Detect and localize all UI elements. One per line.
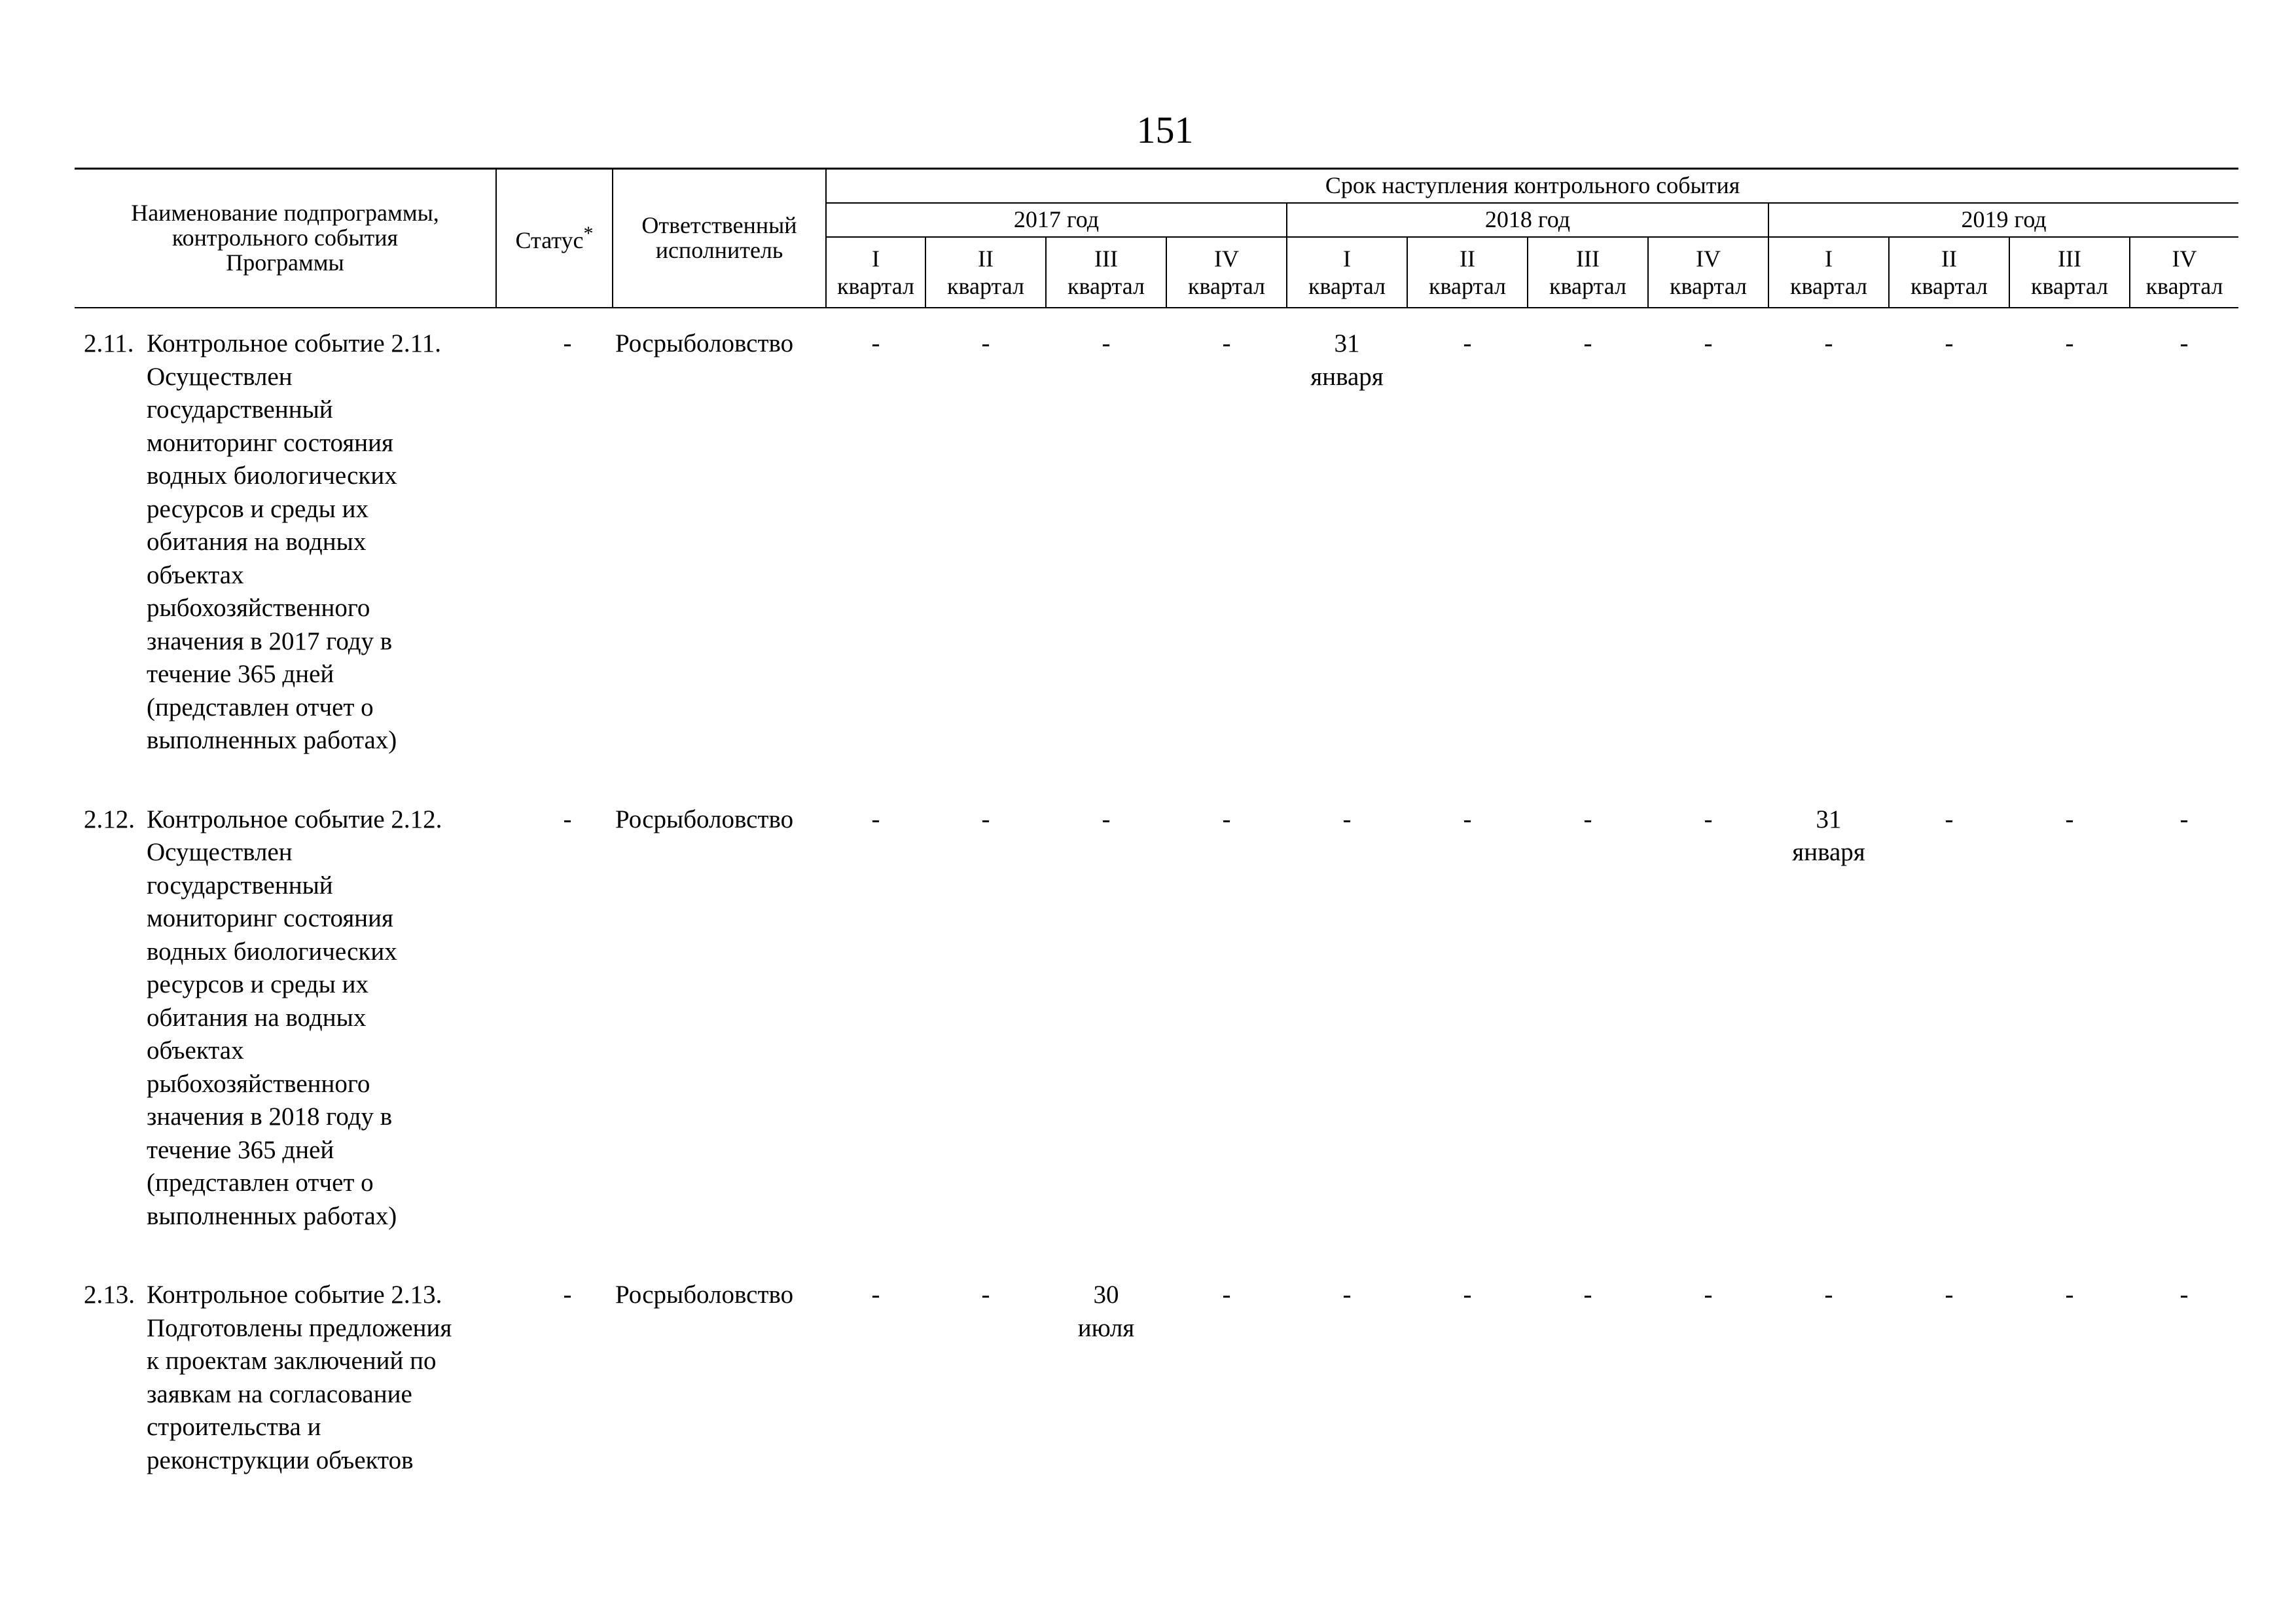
row-name-line: значения в 2018 году в [147, 1103, 393, 1131]
table-row [75, 327, 2238, 803]
quarter-numeral: III [1576, 245, 1600, 272]
header-name-cell [75, 169, 496, 308]
quarter-value: - [1342, 805, 1352, 833]
header-quarter [2130, 237, 2238, 308]
quarter-cell [925, 1279, 1046, 1523]
header-name-line: контрольного события [171, 224, 399, 251]
quarter-cell [2130, 803, 2238, 1279]
quarter-value: - [1824, 329, 1833, 357]
quarter-numeral: II [978, 245, 994, 272]
quarter-cell [1648, 803, 1768, 1279]
header-status-cell [496, 169, 613, 308]
row-name-line: объектах [147, 1036, 244, 1065]
row-name-line: рыбохозяйственного [147, 1069, 370, 1098]
quarter-numeral: II [1941, 245, 1957, 272]
quarter-value: - [1222, 1281, 1231, 1309]
quarter-cell [1287, 327, 1407, 803]
header-quarter [1287, 237, 1407, 308]
quarter-cell [1046, 1279, 1166, 1523]
quarter-cell [1889, 803, 2009, 1279]
quarter-value: - [981, 805, 990, 833]
quarter-numeral: I [872, 245, 880, 272]
row-name-line: обитания на водных [147, 528, 367, 556]
header-year-2018: 2018 год [1287, 203, 1768, 237]
row-name-line: заявкам на согласование [147, 1379, 412, 1408]
header-quarter [1046, 237, 1166, 308]
quarter-numeral: I [1825, 245, 1833, 272]
quarter-value: - [1945, 805, 1954, 833]
quarter-cell [1046, 803, 1166, 1279]
quarter-numeral: II [1460, 245, 1475, 272]
row-name-line: объектах [147, 560, 244, 589]
row-name-line: водных биологических [147, 937, 397, 966]
quarter-cell [1046, 327, 1166, 803]
row-name-line: строительства и [147, 1413, 321, 1441]
quarter-word: квартал [1429, 272, 1506, 299]
quarter-numeral: IV [1696, 245, 1721, 272]
quarter-value: января [1792, 838, 1865, 866]
quarter-value: - [2179, 1281, 2189, 1309]
quarter-cell [1528, 1279, 1648, 1523]
quarter-value: - [871, 805, 880, 833]
quarter-value: - [2179, 805, 2189, 833]
quarter-value: - [1945, 329, 1954, 357]
quarter-value: - [1102, 805, 1111, 833]
quarter-cell [1889, 1279, 2009, 1523]
quarter-word: квартал [1308, 272, 1386, 299]
quarter-value: - [1102, 329, 1111, 357]
row-name-line: Контрольное событие 2.12. [147, 805, 442, 833]
quarter-value: - [2065, 805, 2074, 833]
row-name-line: ресурсов и среды их [147, 494, 368, 523]
quarter-value: - [1583, 1281, 1592, 1309]
row-name-line: водных биологических [147, 462, 397, 490]
header-quarter [1889, 237, 2009, 308]
quarter-cell [1166, 1279, 1287, 1523]
quarter-word: квартал [1067, 272, 1145, 299]
row-name-line: значения в 2017 году в [147, 627, 393, 655]
row-name-line: мониторинг состояния [147, 904, 393, 932]
row-number: 2.11. [84, 329, 134, 357]
row-name [147, 327, 496, 803]
table-row [75, 803, 2238, 1279]
header-table [75, 168, 2238, 308]
quarter-word: квартал [1910, 272, 1988, 299]
header-quarter [826, 237, 925, 308]
header-quarter [925, 237, 1046, 308]
quarter-value: - [1583, 805, 1592, 833]
row-name-line: обитания на водных [147, 1003, 367, 1032]
quarter-cell [1528, 327, 1648, 803]
quarter-value: - [871, 329, 880, 357]
header-quarter [1407, 237, 1528, 308]
header-year-2019: 2019 год [1768, 203, 2238, 237]
quarter-cell [925, 327, 1046, 803]
quarter-value: 30 [1093, 1281, 1119, 1309]
table-row [75, 1279, 2238, 1523]
row-executor: Росрыболовство [615, 1281, 794, 1309]
quarter-value: - [1342, 1281, 1352, 1309]
header-year-2017: 2017 год [826, 203, 1287, 237]
row-status: - [563, 329, 572, 357]
quarter-cell [1407, 327, 1528, 803]
header-executor-cell [613, 169, 826, 308]
quarter-cell [1528, 803, 1648, 1279]
row-name-line: Подготовлены предложения [147, 1313, 452, 1342]
quarter-value: июля [1077, 1313, 1135, 1342]
events-table [75, 327, 2238, 1523]
quarter-cell [1407, 803, 1528, 1279]
row-name-line: мониторинг состояния [147, 428, 393, 457]
quarter-cell [1166, 803, 1287, 1279]
header-deadline-group: Срок наступления контрольного события [826, 169, 2238, 203]
row-name-line: течение 365 дней [147, 1135, 334, 1164]
quarter-numeral: IV [2172, 245, 2197, 272]
row-executor: Росрыболовство [615, 805, 794, 833]
quarter-numeral: IV [1214, 245, 1239, 272]
quarter-value: - [1583, 329, 1592, 357]
quarter-cell [2009, 327, 2130, 803]
quarter-value: - [981, 1281, 990, 1309]
header-name-line: Наименование подпрограммы, [131, 200, 439, 227]
quarter-cell [1889, 327, 2009, 803]
quarter-word: квартал [1670, 272, 1747, 299]
row-name-line: (представлен отчет о [147, 693, 374, 721]
row-name-line: государственный [147, 871, 333, 900]
quarter-cell [2130, 1279, 2238, 1523]
quarter-value: - [1704, 805, 1713, 833]
quarter-word: квартал [2145, 272, 2223, 299]
quarter-value: - [1463, 1281, 1472, 1309]
quarter-word: квартал [1790, 272, 1867, 299]
quarter-value: - [981, 329, 990, 357]
row-name-line: Контрольное событие 2.11. [147, 329, 441, 357]
quarter-cell [1648, 327, 1768, 803]
row-name-line: выполненных работах) [147, 1201, 397, 1230]
header-quarter [1768, 237, 1889, 308]
row-name-line: к проектам заключений по [147, 1347, 437, 1375]
quarter-cell [1166, 327, 1287, 803]
quarter-numeral: III [2058, 245, 2081, 272]
page-number: 151 [1136, 109, 1194, 151]
quarter-word: квартал [837, 272, 914, 299]
header-quarter [1528, 237, 1648, 308]
quarter-word: квартал [2031, 272, 2108, 299]
quarter-value: - [1222, 805, 1231, 833]
quarter-cell [826, 327, 925, 803]
header-executor-line: Ответственный [641, 211, 797, 238]
row-status: - [563, 805, 572, 833]
quarter-value: - [2179, 329, 2189, 357]
row-name-line: Осуществлен [147, 838, 293, 866]
row-name-line: рыбохозяйственного [147, 594, 370, 622]
header-name-line: Программы [226, 249, 344, 276]
row-name-line: ресурсов и среды их [147, 970, 368, 998]
row-name-line: (представлен отчет о [147, 1169, 374, 1197]
quarter-value: - [1463, 329, 1472, 357]
quarter-numeral: I [1343, 245, 1351, 272]
header-quarter [2009, 237, 2130, 308]
quarter-value: - [1945, 1281, 1954, 1309]
quarter-cell [826, 1279, 925, 1523]
quarter-word: квартал [1549, 272, 1626, 299]
quarter-word: квартал [1188, 272, 1265, 299]
quarter-value: - [1463, 805, 1472, 833]
row-number: 2.12. [84, 805, 135, 833]
header-quarter [1648, 237, 1768, 308]
quarter-value: - [871, 1281, 880, 1309]
quarter-value: 31 [1816, 805, 1842, 833]
quarter-numeral: III [1094, 245, 1118, 272]
quarter-value: 31 [1334, 329, 1360, 357]
quarter-cell [925, 803, 1046, 1279]
header-status-mark: * [583, 222, 594, 244]
quarter-cell [826, 803, 925, 1279]
quarter-cell [2009, 803, 2130, 1279]
quarter-value: - [1222, 329, 1231, 357]
row-number: 2.13. [84, 1281, 135, 1309]
quarter-cell [2009, 1279, 2130, 1523]
row-status: - [563, 1281, 572, 1309]
row-name [147, 1279, 496, 1523]
row-name-line: выполненных работах) [147, 726, 397, 754]
row-name-line: государственный [147, 395, 333, 424]
quarter-cell [1287, 1279, 1407, 1523]
quarter-cell [1287, 803, 1407, 1279]
quarter-value: - [2065, 329, 2074, 357]
quarter-value: января [1310, 362, 1384, 391]
quarter-value: - [2065, 1281, 2074, 1309]
quarter-value: - [1824, 1281, 1833, 1309]
quarter-cell [2130, 327, 2238, 803]
quarter-cell [1768, 1279, 1889, 1523]
header-executor-line: исполнитель [655, 236, 783, 263]
row-name [147, 803, 496, 1279]
quarter-value: - [1704, 1281, 1713, 1309]
row-name-line: реконструкции объектов [147, 1446, 414, 1474]
quarter-cell [1407, 1279, 1528, 1523]
header-quarter [1166, 237, 1287, 308]
row-name-line: Контрольное событие 2.13. [147, 1281, 442, 1309]
quarter-word: квартал [947, 272, 1024, 299]
quarter-value: - [1704, 329, 1713, 357]
row-executor: Росрыболовство [615, 329, 794, 357]
header-status-label: Статус [515, 227, 584, 253]
quarter-cell [1768, 803, 1889, 1279]
row-name-line: течение 365 дней [147, 660, 334, 688]
quarter-cell [1768, 327, 1889, 803]
quarter-cell [1648, 1279, 1768, 1523]
row-name-line: Осуществлен [147, 362, 293, 391]
